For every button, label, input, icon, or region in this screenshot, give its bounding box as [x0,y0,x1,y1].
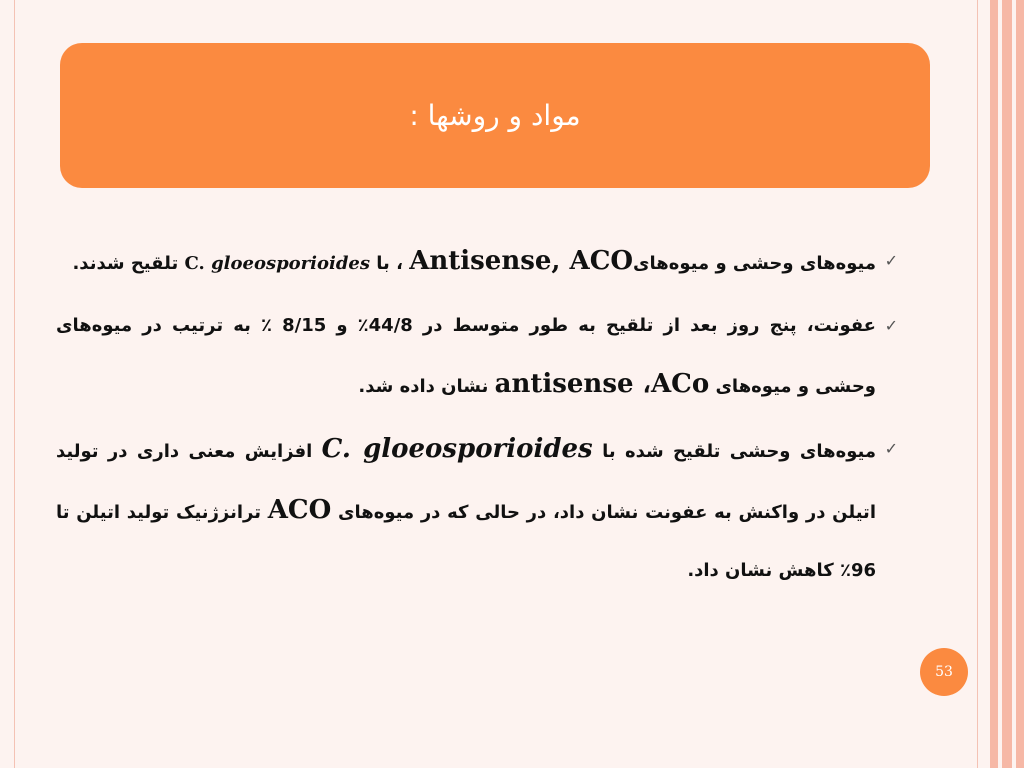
title-banner [60,43,930,188]
bullet-text-segment: میوه‌های وحشی تلقیح شده با [592,441,876,462]
bullet-text-segment: افزایش معنی داری در تولید اتیلن در واکنش به عفونت نشان داد، در حالی که در میوه‌های [56,441,876,523]
page-number: 53 [935,664,953,680]
slide-title: مواد و روشها : [409,99,581,132]
checkmark-icon: ✓ [884,316,898,335]
checkmark-icon: ✓ [884,439,898,458]
bullet-text-segment: میوه‌های وحشی و میوه‌های [633,253,876,274]
bullet-text-segment: antisense ،ACo [494,369,710,399]
bullet-text-segment: gloeosporioides [211,253,371,274]
page-number-badge [920,648,968,696]
bullet-list [56,232,898,604]
bullet-text-segment: C. gloeosporioides [321,434,593,464]
checkmark-icon: ✓ [884,251,898,270]
decorative-stripes [976,0,1024,768]
bullet-text-segment: ترانزژنیک تولید اتیلن تا 96٪ کاهش نشان داد. [56,502,876,581]
bullet-text-segment: عفونت، پنج روز بعد از تلقیح به طور متوسط در 44/8٪ و 8/15 ٪ به ترتیب در میوه‌های وحشی و میوه‌های [56,315,876,397]
bullet-item [56,297,898,416]
bullet-text-segment: C. [184,253,205,274]
bullet-text-segment: Antisense, ACO [409,246,634,276]
bullet-text-segment: نشان داده شد. [358,376,489,397]
bullet-item [56,420,898,600]
bullet-item [56,232,898,293]
bullet-text-segment: ACO [267,495,332,525]
bullet-text-segment: تلقیح شدند. [72,253,179,274]
bullet-text-segment: ، با [370,253,403,274]
